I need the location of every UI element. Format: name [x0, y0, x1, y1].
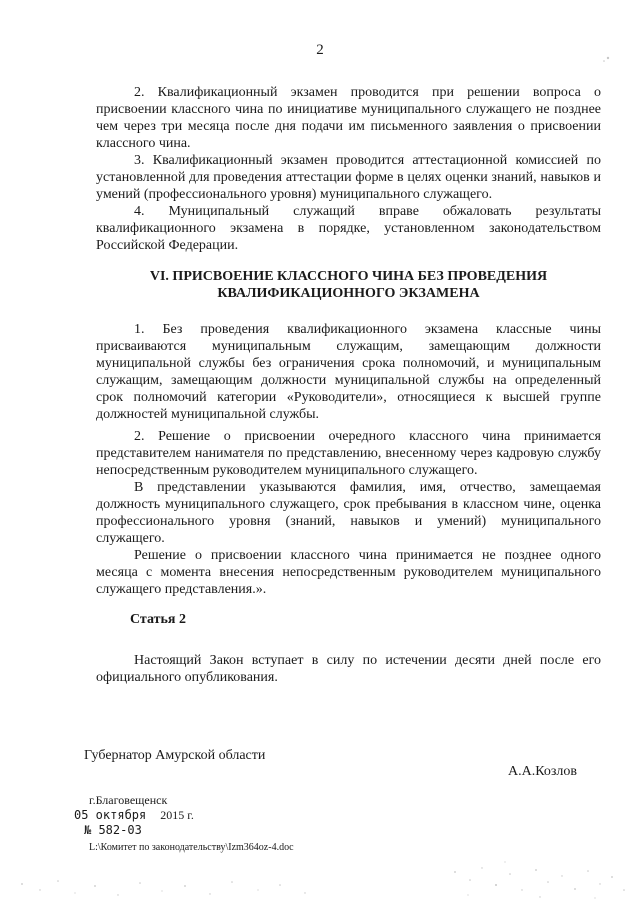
article-text: Настоящий Закон вступает в силу по истечении десяти дней после его официального опубликования. — [96, 653, 601, 685]
paragraph-submission-content: В представлении указываются фамилия, имя, отчество, замещаемая должность муниципального служащего, срок пребывания в классном чине, оценка профессионального уровня (знаний, навыков и умений) муниципального служащего. — [96, 480, 601, 546]
section-heading-line1: VI. ПРИСВОЕНИЕ КЛАССНОГО ЧИНА БЕЗ ПРОВЕДЕНИЯ — [149, 269, 548, 284]
footer-city: г.Благовещенск — [89, 793, 168, 807]
section-heading — [96, 268, 601, 302]
paragraph-decision-deadline: Решение о присвоении классного чина принимается не позднее одного месяца с момента внесения непосредственным руководителем муниципального служащего представления.». — [96, 548, 601, 597]
paragraph-exam-commission: 3. Квалификационный экзамен проводится аттестационной комиссией по установленной для проведения аттестации форме в целях оценки знаний, навыков и умений (профессионального уровня) муниципального служащего. — [96, 153, 601, 202]
footer-date: 05 октября — [74, 808, 147, 822]
paragraph-decision-next-chin: 2. Решение о присвоении очередного классного чина принимается представителем нанимателя по представлению, внесенному через кадровую службу непосредственным руководителем муниципального служащего. — [96, 429, 601, 478]
paragraph-exam-initiative: 2. Квалификационный экзамен проводится при решении вопроса о присвоении классного чина по инициативе муниципального служащего не позднее чем через три месяца после дня подачи им письменного заявления о присвоении классного чина. — [96, 85, 601, 151]
signature-title: Губернатор Амурской области — [84, 748, 266, 763]
signature-name: А.А.Козлов — [508, 764, 577, 779]
footer-year: 2015 г. — [160, 808, 194, 822]
footer-file-path: L:\Комитет по законодательству\Izm364oz-4.doc — [89, 842, 294, 853]
section-heading-line2: КВАЛИФИКАЦИОННОГО ЭКЗАМЕНА — [217, 286, 480, 301]
article-title: Статья 2 — [130, 612, 186, 627]
paragraph-appeal-right: 4. Муниципальный служащий вправе обжаловать результаты квалификационного экзамена в порядке, установленном законодательством Российской Федерации. — [96, 204, 601, 253]
page-number: 2 — [316, 42, 324, 58]
footer-date-line — [74, 808, 194, 822]
footer-number: № 582-03 — [84, 823, 142, 837]
paragraph-no-exam-chins: 1. Без проведения квалификационного экзамена классные чины присваиваются муниципальным служащим, замещающим должности муниципальной службы без ограничения срока полномочий, и муниципальным служащим, замещающим должности муниципальной службы на определенный срок полномочий категории «Руководители», относящиеся к высшей группе должностей муниципальной службы. — [96, 322, 601, 422]
